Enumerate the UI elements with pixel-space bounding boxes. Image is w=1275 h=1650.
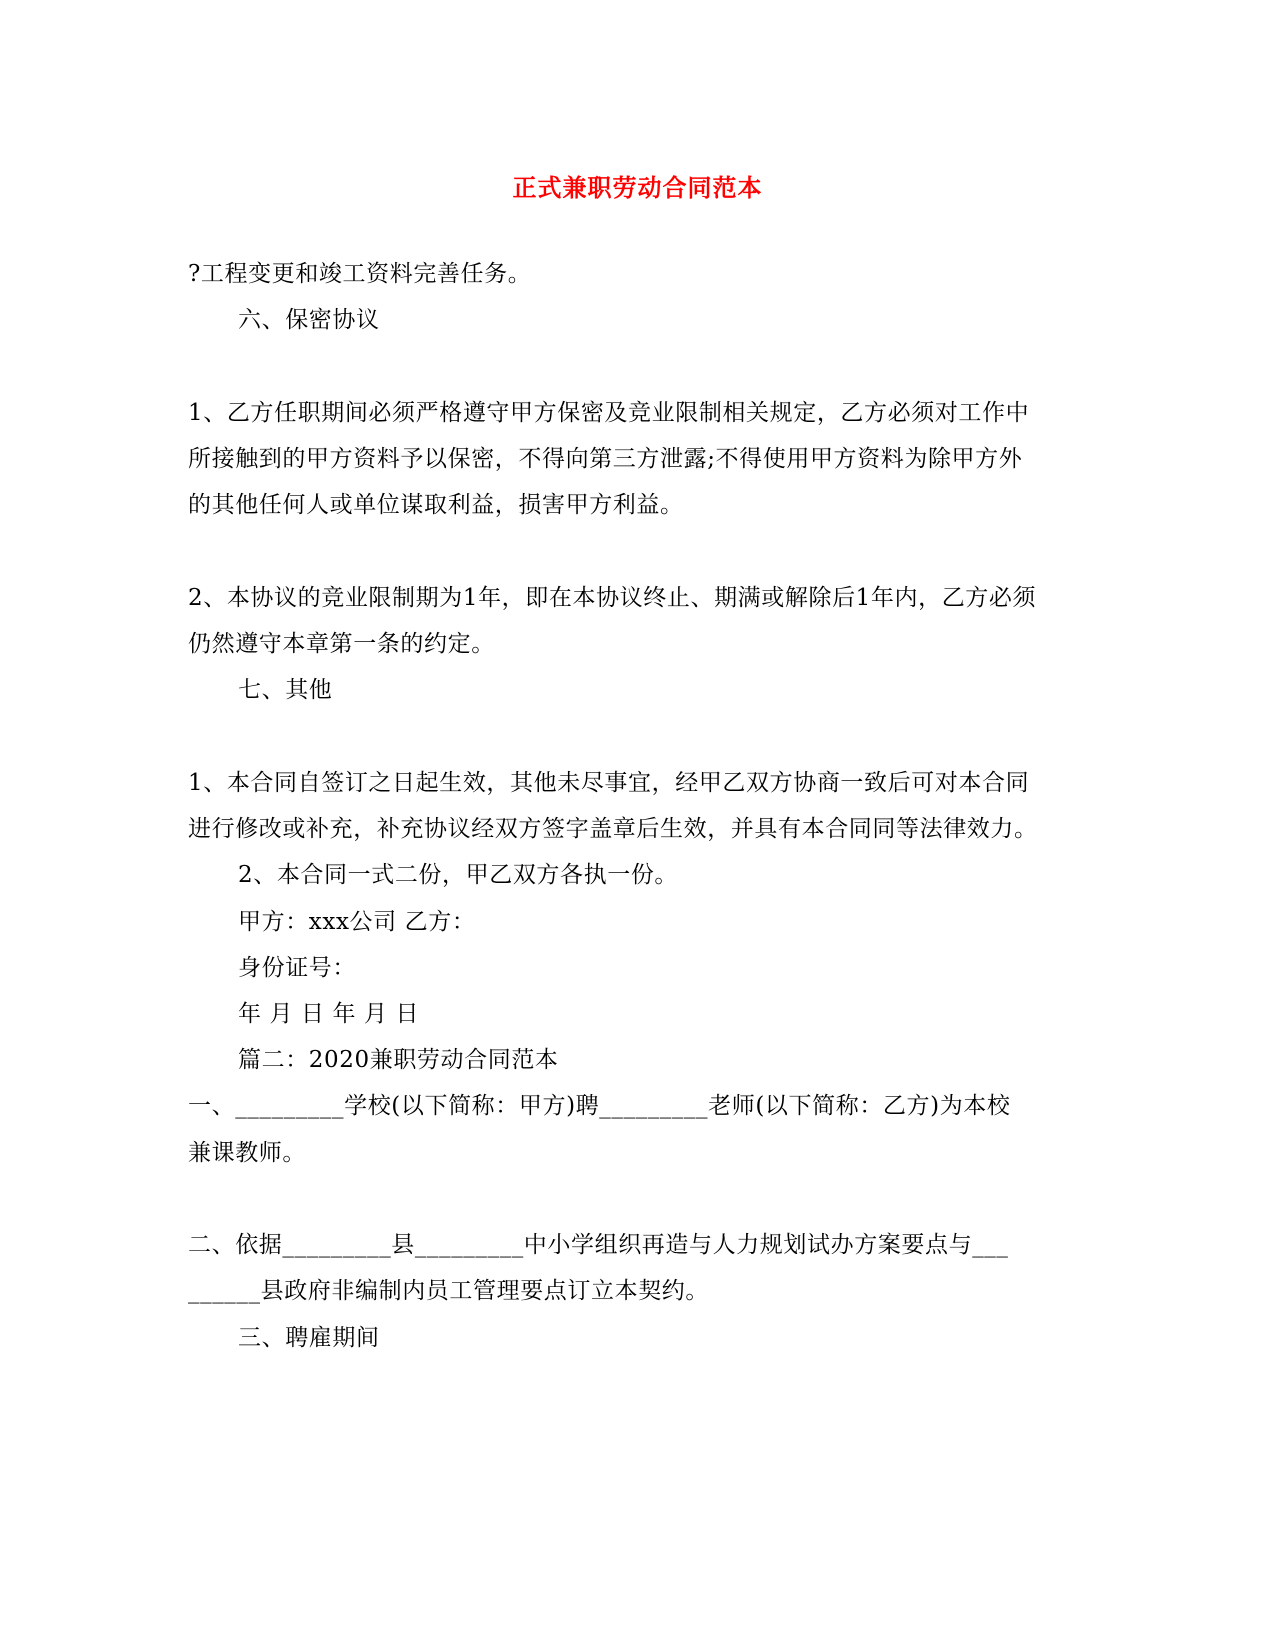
section-heading: 三、聘雇期间 xyxy=(238,1325,380,1351)
text-line: 进行修改或补充，补充协议经双方签字盖章后生效，并具有本合同同等法律效力。 xyxy=(188,816,1038,842)
text-line: 仍然遵守本章第一条的约定。 xyxy=(188,631,495,657)
text-line: 1、本合同自签订之日起生效，其他未尽事宜，经甲乙双方协商一致后可对本合同 xyxy=(188,770,1030,796)
text-line: ?工程变更和竣工资料完善任务。 xyxy=(188,261,532,287)
text-line: 1、乙方任职期间必须严格遵守甲方保密及竞业限制相关规定，乙方必须对工作中 xyxy=(188,400,1030,426)
text-line: ______县政府非编制内员工管理要点订立本契约。 xyxy=(188,1278,709,1304)
text-line: 的其他任何人或单位谋取利益，损害甲方利益。 xyxy=(188,492,684,518)
section-heading: 六、保密协议 xyxy=(238,307,380,333)
text-line: 一、_________学校(以下简称：甲方)聘_________老师(以下简称：乙方)为本校 xyxy=(188,1093,1011,1119)
text-line: 2、本合同一式二份，甲乙双方各执一份。 xyxy=(238,862,679,888)
section-heading: 七、其他 xyxy=(238,677,333,703)
text-line: 二、依据_________县_________中小学组织再造与人力规划试办方案要点与___ xyxy=(188,1232,1009,1258)
text-line: 兼课教师。 xyxy=(188,1140,306,1166)
signature-line: 甲方：xxx公司 乙方： xyxy=(238,909,476,935)
section-heading: 篇二：2020兼职劳动合同范本 xyxy=(238,1047,559,1073)
id-number-line: 身份证号： xyxy=(238,955,356,981)
text-line: 所接触到的甲方资料予以保密，不得向第三方泄露;不得使用甲方资料为除甲方外 xyxy=(188,446,1023,472)
text-line: 2、本协议的竞业限制期为1年，即在本协议终止、期满或解除后1年内，乙方必须 xyxy=(188,585,1037,611)
date-line: 年 月 日 年 月 日 xyxy=(238,1001,420,1027)
document-title: 正式兼职劳动合同范本 xyxy=(512,173,763,202)
